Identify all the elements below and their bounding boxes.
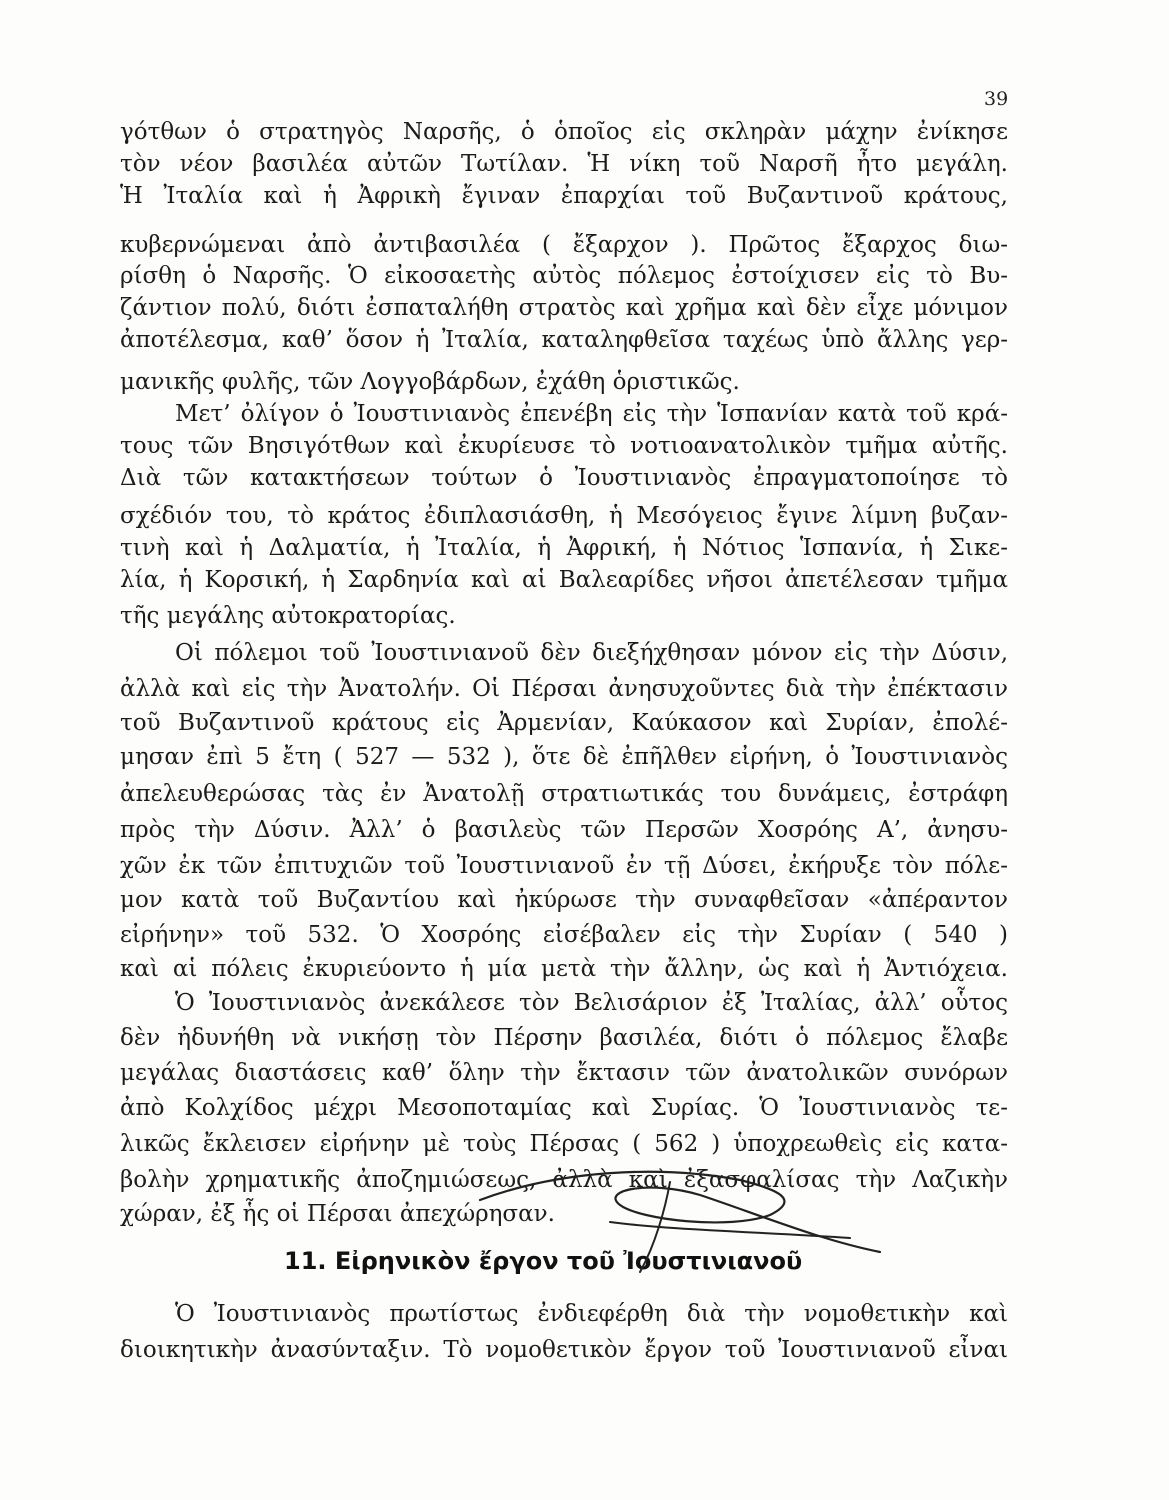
text-line: Ἡ Ἰταλία καὶ ἡ Ἀφρικὴ ἔγιναν ἐπαρχίαι τοῦ Βυζαντινοῦ κράτους, xyxy=(120,183,1008,209)
paragraph-start-line: Οἱ πόλεμοι τοῦ Ἰουστινιανοῦ δὲν διεξήχθησαν μόνον εἰς τὴν Δύσιν, xyxy=(175,640,1008,666)
text-line: ἀπελευθερώσας τὰς ἐν Ἀνατολῇ στρατιωτικάς του δυνάμεις, ἐστράφη xyxy=(120,781,1008,807)
text-line: ἀλλὰ καὶ εἰς τὴν Ἀνατολήν. Οἱ Πέρσαι ἀνησυχοῦντες διὰ τὴν ἐπέκτασιν xyxy=(120,676,1008,702)
text-line: μανικῆς φυλῆς, τῶν Λογγοβάρδων, ἐχάθη ὁριστικῶς. xyxy=(120,369,740,395)
text-line: λία, ἡ Κορσική, ἡ Σαρδηνία καὶ αἱ Βαλεαρίδες νῆσοι ἀπετέλεσαν τμῆμα xyxy=(120,567,1008,593)
text-line: τοῦ Βυζαντινοῦ κράτους εἰς Ἀρμενίαν, Καύκασον καὶ Συρίαν, ἐπολέ- xyxy=(120,710,1008,736)
text-line: μεγάλας διαστάσεις καθ’ ὅλην τὴν ἔκτασιν τῶν ἀνατολικῶν συνόρων xyxy=(120,1060,1008,1086)
text-line: ζάντιον πολύ, διότι ἐσπαταλήθη στρατὸς καὶ χρῆμα καὶ δὲν εἶχε μόνιμον xyxy=(120,295,1008,321)
text-line: τῆς μεγάλης αὐτοκρατορίας. xyxy=(120,603,456,629)
text-line: τινὴ καὶ ἡ Δαλματία, ἡ Ἰταλία, ἡ Ἀφρική, ἡ Νότιος Ἱσπανία, ἡ Σικε- xyxy=(120,535,1008,561)
text-line: τὸν νέον βασιλέα αὐτῶν Τωτίλαν. Ἡ νίκη τοῦ Ναρσῆ ἦτο μεγάλη. xyxy=(120,151,1008,177)
text-line: διοικητικὴν ἀνασύνταξιν. Τὸ νομοθετικὸν ἔργον τοῦ Ἰουστινιανοῦ εἶναι xyxy=(120,1337,1008,1363)
text-line: Διὰ τῶν κατακτήσεων τούτων ὁ Ἰουστινιανὸς ἐπραγματοποίησε τὸ xyxy=(120,465,1008,491)
text-line: βολὴν χρηματικῆς ἀποζημιώσεως, ἀλλὰ καὶ ἐξασφαλίσας τὴν Λαζικὴν xyxy=(120,1167,1008,1193)
paragraph-start-line: Μετ’ ὀλίγον ὁ Ἰουστινιανὸς ἐπενέβη εἰς τὴν Ἱσπανίαν κατὰ τοῦ κρά- xyxy=(175,401,1008,427)
text-line: πρὸς τὴν Δύσιν. Ἀλλ’ ὁ βασιλεὺς τῶν Περσῶν Χοσρόης Α’, ἀνησυ- xyxy=(120,817,1008,843)
text-line: χῶν ἐκ τῶν ἐπιτυχιῶν τοῦ Ἰουστινιανοῦ ἐν τῇ Δύσει, ἐκήρυξε τὸν πόλε- xyxy=(120,853,1008,879)
text-line: χώραν, ἐξ ἧς οἱ Πέρσαι ἀπεχώρησαν. xyxy=(120,1201,555,1227)
text-line: μησαν ἐπὶ 5 ἔτη ( 527 — 532 ), ὅτε δὲ ἐπῆλθεν εἰρήνη, ὁ Ἰουστινιανὸς xyxy=(120,744,1008,770)
text-line: ἀπὸ Κολχίδος μέχρι Μεσοποταμίας καὶ Συρίας. Ὁ Ἰουστινιανὸς τε- xyxy=(120,1095,1008,1121)
text-line: εἰρήνην» τοῦ 532. Ὁ Χοσρόης εἰσέβαλεν εἰς τὴν Συρίαν ( 540 ) xyxy=(120,922,1008,948)
text-line: ρίσθη ὁ Ναρσῆς. Ὁ εἰκοσαετὴς αὐτὸς πόλεμος ἐστοίχισεν εἰς τὸ Βυ- xyxy=(120,263,1008,289)
paragraph-start-line: Ὁ Ἰουστινιανὸς ἀνεκάλεσε τὸν Βελισάριον ἐξ Ἰταλίας, ἀλλ’ οὗτος xyxy=(175,990,1008,1016)
section-heading: 11. Εἰρηνικὸν ἔργον τοῦ Ἰουστινιανοῦ xyxy=(284,1247,803,1275)
text-line: γότθων ὁ στρατηγὸς Ναρσῆς, ὁ ὁποῖος εἰς σκληρὰν μάχην ἐνίκησε xyxy=(120,119,1008,145)
text-line: δὲν ἠδυνήθη νὰ νικήσῃ τὸν Πέρσην βασιλέα, διότι ὁ πόλεμος ἔλαβε xyxy=(120,1025,1008,1051)
text-line: ἀποτέλεσμα, καθ’ ὅσον ἡ Ἰταλία, καταληφθεῖσα ταχέως ὑπὸ ἄλλης γερ- xyxy=(120,327,1008,353)
text-line: λικῶς ἔκλεισεν εἰρήνην μὲ τοὺς Πέρσας ( 562 ) ὑποχρεωθεὶς εἰς κατα- xyxy=(120,1131,1008,1157)
paragraph-start-line: Ὁ Ἰουστινιανὸς πρωτίστως ἐνδιεφέρθη διὰ τὴν νομοθετικὴν καὶ xyxy=(175,1301,1008,1327)
text-line: τους τῶν Βησιγότθων καὶ ἐκυρίευσε τὸ νοτιοανατολικὸν τμῆμα αὐτῆς. xyxy=(120,433,1008,459)
text-line: σχέδιόν του, τὸ κράτος ἐδιπλασιάσθη, ἡ Μεσόγειος ἔγινε λίμνη βυζαν- xyxy=(120,503,1008,529)
page-number: 39 xyxy=(984,88,1009,110)
text-line: μον κατὰ τοῦ Βυζαντίου καὶ ἠκύρωσε τὴν συναφθεῖσαν «ἀπέραντον xyxy=(120,887,1008,913)
text-line: καὶ αἱ πόλεις ἐκυριεύοντο ἡ μία μετὰ τὴν ἄλλην, ὡς καὶ ἡ Ἀντιόχεια. xyxy=(120,956,1008,982)
text-line: κυβερνώμεναι ἀπὸ ἀντιβασιλέα ( ἔξαρχον ). Πρῶτος ἔξαρχος διω- xyxy=(120,232,1008,258)
